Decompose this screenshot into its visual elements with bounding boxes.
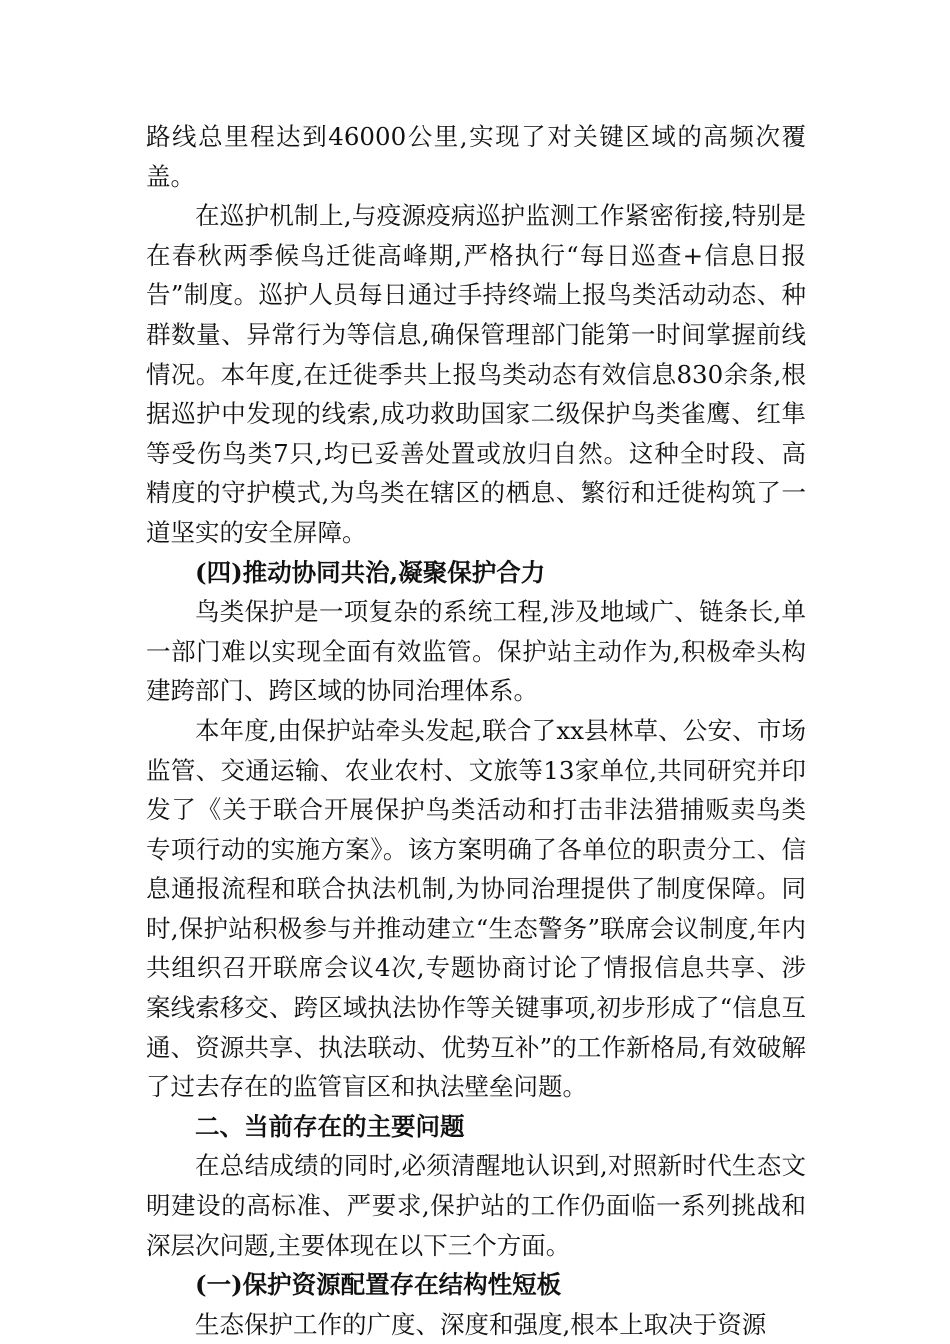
subheading-collaborative-governance	[146, 553, 806, 593]
body-paragraph-resource-dependency: 生态保护工作的广度、深度和强度,根本上取决于资源	[195, 1309, 767, 1339]
body-paragraph-route-mileage: 路线总里程达到46000公里,实现了对关键区域的高频次覆盖。	[146, 122, 806, 191]
section-heading-main-problems: 二、当前存在的主要问题	[195, 1111, 465, 1141]
body-paragraph-joint-action-plan: 本年度,由保护站牵头发起,联合了xx县林草、公安、市场监管、交通运输、农业农村、文旅等13家单位,共同研究并印发了《关于联合开展保护鸟类活动和打击非法猎捕贩卖鸟类专项行动的实施方案》。该方案明确了各单位的职责分工、信息通报流程和联合执法机制,为协同治理提供了制度保障。同时,保护站积极参与并推动建立“生态警务”联席会议制度,年内共组织召开联席会议4次,专题协商讨论了情报信息共享、涉案线索移交、跨区域执法协作等关键事项,初步形成了“信息互通、资源共享、执法联动、优势互补”的工作新格局,有效破解了过去存在的监管盲区和执法壁垒问题。	[146, 715, 806, 1102]
subheading-text: (一)保护资源配置存在结构性短板	[195, 1270, 562, 1300]
subheading-text: (四)推动协同共治,凝聚保护合力	[195, 557, 546, 587]
body-paragraph-challenges: 在总结成绩的同时,必须清醒地认识到,对照新时代生态文明建设的高标准、严要求,保护站的工作仍面临一系列挑战和深层次问题,主要体现在以下三个方面。	[146, 1151, 806, 1260]
body-paragraph-system-engineering: 鸟类保护是一项复杂的系统工程,涉及地域广、链条长,单一部门难以实现全面有效监管。保护站主动作为,积极牵头构建跨部门、跨区域的协同治理体系。	[146, 597, 806, 706]
document-page	[146, 117, 806, 1344]
body-paragraph-patrol-mechanism: 在巡护机制上,与疫源疫病巡护监测工作紧密衔接,特别是在春秋两季候鸟迁徙高峰期,严格执行“每日巡查+信息日报告”制度。巡护人员每日通过手持终端上报鸟类活动动态、种群数量、异常行为等信息,确保管理部门能第一时间掌握前线情况。本年度,在迁徙季共上报鸟类动态有效信息830余条,根据巡护中发现的线索,成功救助国家二级保护鸟类雀鹰、红隼等受伤鸟类7只,均已妥善处置或放归自然。这种全时段、高精度的守护模式,为鸟类在辖区的栖息、繁衍和迁徙构筑了一道坚实的安全屏障。	[146, 201, 806, 547]
subheading-resource-allocation	[146, 1265, 806, 1305]
